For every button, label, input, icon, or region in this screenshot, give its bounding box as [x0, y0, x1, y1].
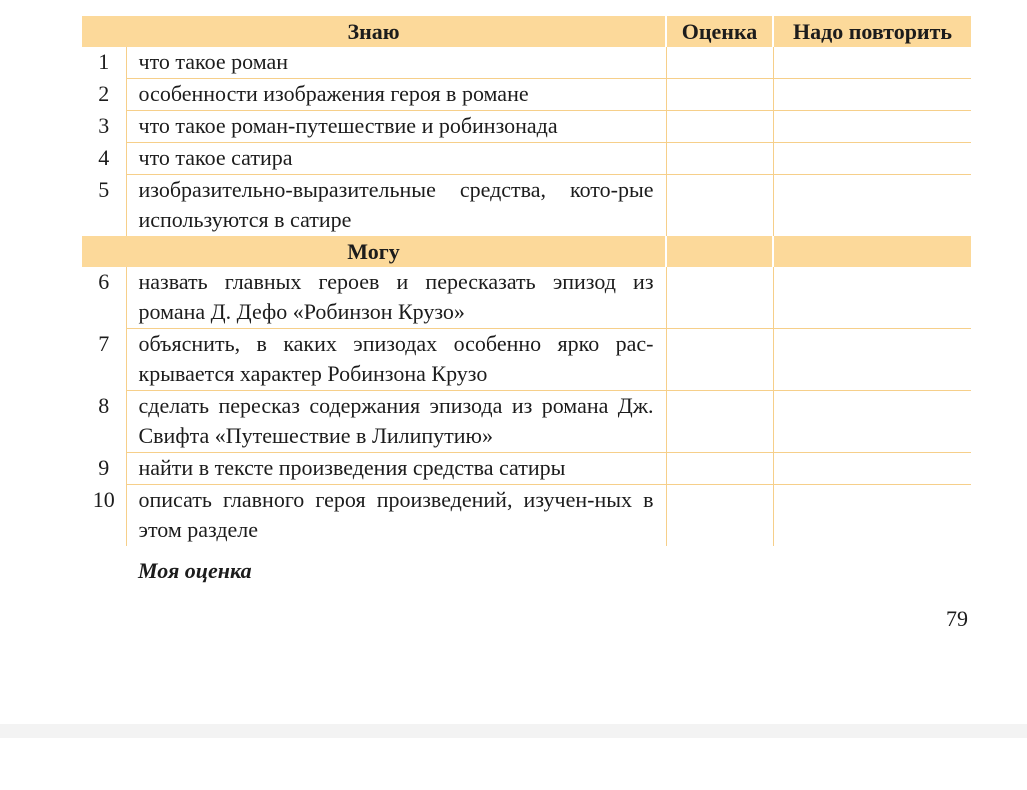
grade-cell[interactable] — [666, 391, 773, 453]
grade-cell[interactable] — [666, 485, 773, 547]
table-row — [82, 485, 971, 547]
repeat-cell[interactable] — [773, 329, 971, 391]
header-fill-repeat — [773, 236, 971, 267]
row-number: 7 — [82, 329, 126, 391]
header-fill-grade — [666, 236, 773, 267]
row-number: 3 — [82, 111, 126, 143]
grade-cell[interactable] — [666, 267, 773, 329]
row-text: описать главного героя произведений, изучен-ных в этом разделе — [126, 485, 666, 547]
row-number: 6 — [82, 267, 126, 329]
section-header-know: Знаю — [82, 16, 666, 47]
grade-cell[interactable] — [666, 111, 773, 143]
grade-cell[interactable] — [666, 329, 773, 391]
row-text: что такое сатира — [126, 143, 666, 175]
repeat-cell[interactable] — [773, 175, 971, 237]
row-text: найти в тексте произведения средства сатиры — [126, 453, 666, 485]
section-header-can: Могу — [82, 236, 666, 267]
row-text: особенности изображения героя в романе — [126, 79, 666, 111]
row-number: 9 — [82, 453, 126, 485]
table-row — [82, 175, 971, 237]
row-number: 1 — [82, 47, 126, 79]
repeat-cell[interactable] — [773, 267, 971, 329]
table-row — [82, 79, 971, 111]
grade-cell[interactable] — [666, 453, 773, 485]
row-text: сделать пересказ содержания эпизода из романа Дж. Свифта «Путешествие в Лилипутию» — [126, 391, 666, 453]
row-text: что такое роман — [126, 47, 666, 79]
row-text: назвать главных героев и пересказать эпизод из романа Д. Дефо «Робинзон Крузо» — [126, 267, 666, 329]
header-row-know — [82, 16, 971, 47]
page-number: 79 — [946, 606, 968, 631]
grade-cell[interactable] — [666, 79, 773, 111]
grade-cell[interactable] — [666, 47, 773, 79]
row-text: что такое роман-путешествие и робинзонада — [126, 111, 666, 143]
table-row — [82, 391, 971, 453]
self-assessment-table — [82, 16, 971, 546]
column-header-repeat: Надо повторить — [773, 16, 971, 47]
header-row-can — [82, 236, 971, 267]
table-row — [82, 143, 971, 175]
column-header-grade: Оценка — [666, 16, 773, 47]
table-row — [82, 329, 971, 391]
row-number: 2 — [82, 79, 126, 111]
my-grade-label: Моя оценка — [138, 558, 252, 583]
repeat-cell[interactable] — [773, 453, 971, 485]
row-number: 8 — [82, 391, 126, 453]
repeat-cell[interactable] — [773, 79, 971, 111]
repeat-cell[interactable] — [773, 47, 971, 79]
grade-cell[interactable] — [666, 175, 773, 237]
row-text: объяснить, в каких эпизодах особенно ярко рас-крывается характер Робинзона Крузо — [126, 329, 666, 391]
row-number: 5 — [82, 175, 126, 237]
table-row — [82, 267, 971, 329]
row-number: 10 — [82, 485, 126, 547]
table-row — [82, 453, 971, 485]
page-bottom-band — [0, 724, 1027, 738]
repeat-cell[interactable] — [773, 485, 971, 547]
repeat-cell[interactable] — [773, 111, 971, 143]
grade-cell[interactable] — [666, 143, 773, 175]
repeat-cell[interactable] — [773, 143, 971, 175]
table-row — [82, 47, 971, 79]
table-row — [82, 111, 971, 143]
row-number: 4 — [82, 143, 126, 175]
row-text: изобразительно-выразительные средства, кото-рые используются в сатире — [126, 175, 666, 237]
repeat-cell[interactable] — [773, 391, 971, 453]
